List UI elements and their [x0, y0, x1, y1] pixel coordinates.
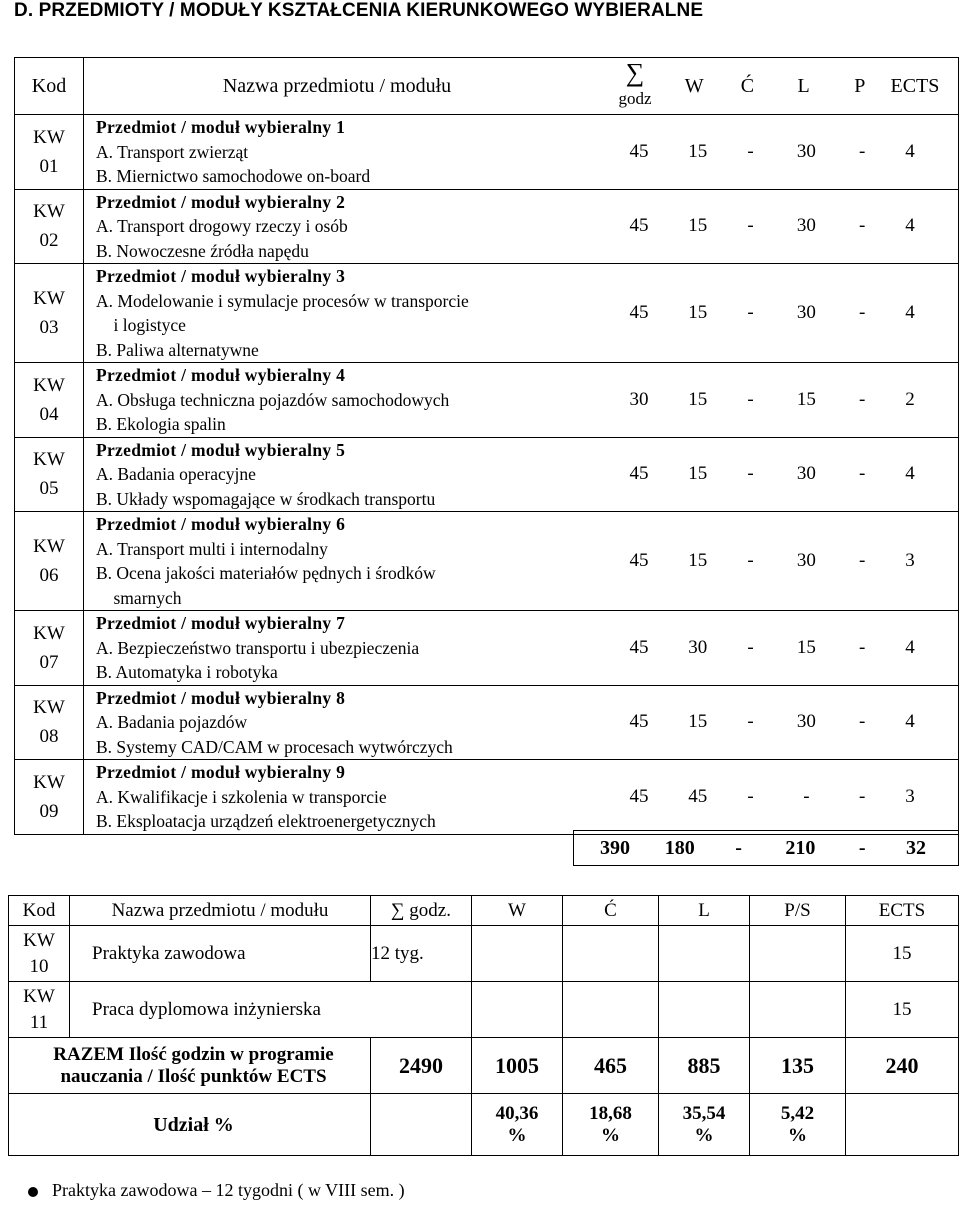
row-c: [563, 926, 659, 982]
table-row: [15, 363, 959, 438]
value-l: 15: [796, 388, 816, 410]
value-ects: 4: [905, 636, 915, 658]
module-option: i logistyce: [96, 315, 186, 335]
udzial-ps: 5,42 %: [750, 1094, 846, 1156]
row-name: [84, 611, 591, 686]
row-code: KW 10: [9, 926, 70, 982]
module-title: Przedmiot / moduł wybieralny 2: [96, 191, 346, 212]
value-godz: 45: [629, 302, 649, 323]
row-name: [84, 512, 591, 611]
value-w: 15: [688, 140, 708, 162]
table-row: [9, 926, 959, 982]
row-code: KW 07: [15, 611, 84, 686]
value-c: -: [747, 140, 754, 162]
row-values: [590, 115, 959, 190]
row-w: [472, 926, 563, 982]
footnote: Praktyka zawodowa – 12 tygodni ( w VIII sem. ): [52, 1180, 405, 1200]
row-values: [590, 611, 959, 686]
module-option: B. Układy wspomagające w środkach transportu: [96, 488, 436, 509]
value-w: 15: [688, 550, 708, 571]
table-row: [15, 611, 959, 686]
header-ects: ECTS: [846, 896, 959, 926]
value-ects: 4: [905, 302, 915, 323]
module-title: Przedmiot / moduł wybieralny 6: [96, 514, 346, 534]
header-nazwa: Nazwa przedmiotu / modułu: [84, 58, 591, 115]
value-w: 15: [688, 711, 708, 733]
value-ects: 2: [905, 388, 915, 410]
total-w: 180: [664, 836, 695, 859]
value-p: -: [859, 302, 866, 323]
table-row: [9, 982, 959, 1038]
row-code: KW 05: [15, 437, 84, 512]
header-l: L: [659, 896, 750, 926]
module-option: B. Eksploatacja urządzeń elektroenergetycznych: [96, 811, 436, 832]
module-title: Przedmiot / moduł wybieralny 3: [96, 266, 346, 286]
module-option: A. Modelowanie i symulacje procesów w transporcie: [96, 290, 469, 311]
module-option: A. Bezpieczeństwo transportu i ubezpieczenia: [96, 637, 420, 658]
razem-godz: 2490: [371, 1038, 472, 1094]
module-title: Przedmiot / moduł wybieralny 4: [96, 365, 346, 385]
row-values: [590, 437, 959, 512]
header-l: L: [797, 74, 810, 97]
udzial-row: [9, 1094, 959, 1156]
total-godz: 390: [600, 836, 630, 859]
table-row: [15, 264, 959, 363]
value-l: 30: [796, 302, 816, 323]
module-option: A. Transport multi i internodalny: [96, 538, 328, 559]
row-code: KW 08: [15, 685, 84, 760]
row-code: KW 02: [15, 189, 84, 264]
table-row: [15, 512, 959, 611]
header-c: Ć: [740, 74, 755, 97]
value-ects: 3: [905, 786, 915, 807]
value-p: -: [859, 388, 866, 410]
razem-c: 465: [563, 1038, 659, 1094]
row-code: KW 09: [15, 760, 84, 835]
row-ps: [750, 982, 846, 1038]
razem-row: [9, 1038, 959, 1094]
value-p: -: [859, 636, 866, 658]
row-ects: 15: [846, 982, 959, 1038]
value-l: 15: [796, 636, 816, 658]
row-name: [84, 363, 591, 438]
module-option: B. Systemy CAD/CAM w procesach wytwórczych: [96, 736, 453, 757]
row-name: [84, 189, 591, 264]
value-c: -: [747, 636, 754, 658]
row-values: [590, 685, 959, 760]
header-w: W: [472, 896, 563, 926]
razem-w: 1005: [472, 1038, 563, 1094]
value-p: -: [859, 463, 866, 485]
summary-header-row: [9, 896, 959, 926]
module-title: Przedmiot / moduł wybieralny 5: [96, 439, 346, 460]
table-row: [15, 189, 959, 264]
row-code: KW 01: [15, 115, 84, 190]
module-option: B. Nowoczesne źródła napędu: [96, 240, 309, 261]
row-name: [84, 437, 591, 512]
udzial-c: 18,68 %: [563, 1094, 659, 1156]
module-option: A. Obsługa techniczna pojazdów samochodowych: [96, 389, 450, 410]
value-godz: 45: [629, 215, 649, 237]
value-ects: 4: [905, 140, 915, 162]
value-c: -: [747, 215, 754, 237]
header-values: [590, 58, 959, 115]
row-ects: 15: [846, 926, 959, 982]
row-name: Praktyka zawodowa: [70, 926, 371, 982]
udzial-w: 40,36 %: [472, 1094, 563, 1156]
header-c: Ć: [563, 896, 659, 926]
row-l: [659, 982, 750, 1038]
value-c: -: [747, 550, 754, 571]
value-godz: 45: [629, 636, 649, 658]
row-name: [84, 685, 591, 760]
value-w: 15: [688, 463, 708, 485]
value-l: 30: [796, 140, 816, 162]
module-option: B. Paliwa alternatywne: [96, 339, 259, 360]
value-godz: 45: [629, 711, 649, 733]
value-p: -: [859, 140, 866, 162]
udzial-godz: [371, 1094, 472, 1156]
value-w: 15: [688, 302, 708, 323]
header-ps: P/S: [750, 896, 846, 926]
value-c: -: [747, 302, 754, 323]
row-code: KW 06: [15, 512, 84, 611]
value-l: 30: [796, 711, 816, 733]
value-p: -: [859, 786, 866, 807]
section-heading: D. PRZEDMIOTY / MODUŁY KSZTAŁCENIA KIERUNKOWEGO WYBIERALNE: [14, 0, 704, 21]
value-ects: 4: [905, 711, 915, 733]
value-godz: 45: [629, 786, 649, 807]
value-godz: 30: [629, 388, 649, 410]
module-option: A. Transport zwierząt: [96, 141, 249, 162]
row-code: KW 04: [15, 363, 84, 438]
module-option: A. Badania operacyjne: [96, 464, 256, 484]
value-l: 30: [796, 215, 816, 237]
bullet-icon: [28, 1187, 38, 1197]
row-values: [590, 189, 959, 264]
table-header-row: [15, 58, 959, 115]
module-option: smarnych: [96, 587, 182, 608]
value-l: 30: [796, 463, 816, 485]
row-values: [590, 760, 959, 835]
value-godz: 45: [629, 463, 649, 485]
row-values: [590, 512, 959, 611]
module-title: Przedmiot / moduł wybieralny 7: [96, 613, 346, 633]
value-ects: 4: [905, 463, 915, 485]
total-ects: 32: [905, 836, 926, 859]
module-option: A. Transport drogowy rzeczy i osób: [96, 216, 348, 236]
header-w: W: [684, 74, 704, 97]
row-l: [659, 926, 750, 982]
value-godz: 45: [629, 140, 649, 162]
table-row: [15, 115, 959, 190]
row-code: KW 11: [9, 982, 70, 1038]
value-l: -: [803, 786, 810, 807]
value-p: -: [859, 550, 866, 571]
elective-modules-table: [14, 57, 959, 835]
row-values: [590, 363, 959, 438]
razem-label: RAZEM Ilość godzin w programie nauczania / Ilość punktów ECTS: [9, 1038, 371, 1094]
value-c: -: [747, 388, 754, 410]
row-name: Praca dyplomowa inżynierska: [70, 982, 472, 1038]
total-l: 210: [785, 836, 816, 859]
module-option: A. Badania pojazdów: [96, 712, 248, 732]
module-option: A. Kwalifikacje i szkolenia w transporcie: [96, 786, 387, 807]
value-w: 30: [688, 636, 708, 658]
value-w: 45: [688, 786, 708, 807]
row-name: [84, 264, 591, 363]
header-ects: ECTS: [890, 74, 940, 97]
razem-l: 885: [659, 1038, 750, 1094]
module-option: B. Automatyka i robotyka: [96, 662, 278, 682]
total-p: -: [858, 836, 866, 859]
value-c: -: [747, 786, 754, 807]
udzial-ects: [846, 1094, 959, 1156]
summary-table: [8, 895, 959, 1156]
row-name: [84, 115, 591, 190]
table-row: [15, 437, 959, 512]
header-sum: ∑ godz: [618, 58, 652, 108]
value-p: -: [859, 215, 866, 237]
module-option: B. Miernictwo samochodowe on-board: [96, 166, 371, 186]
value-ects: 3: [905, 550, 915, 571]
header-godz: ∑ godz.: [371, 896, 472, 926]
value-c: -: [747, 711, 754, 733]
module-option: B. Ocena jakości materiałów pędnych i środków: [96, 563, 436, 583]
row-ps: [750, 926, 846, 982]
value-ects: 4: [905, 215, 915, 237]
totals-row: [573, 830, 959, 866]
header-p: P: [854, 74, 866, 97]
table-row: [15, 685, 959, 760]
value-godz: 45: [629, 550, 649, 571]
row-w: [472, 982, 563, 1038]
header-kod: Kod: [15, 58, 84, 115]
row-code: KW 03: [15, 264, 84, 363]
value-w: 15: [688, 215, 708, 237]
value-w: 15: [688, 388, 708, 410]
udzial-l: 35,54 %: [659, 1094, 750, 1156]
header-nazwa: Nazwa przedmiotu / modułu: [70, 896, 371, 926]
header-kod: Kod: [9, 896, 70, 926]
value-p: -: [859, 711, 866, 733]
udzial-label: Udział %: [9, 1094, 371, 1156]
row-name: [84, 760, 591, 835]
row-values: [590, 264, 959, 363]
value-l: 30: [796, 550, 816, 571]
total-c: -: [735, 836, 742, 859]
module-option: B. Ekologia spalin: [96, 414, 226, 434]
table-row: [15, 760, 959, 835]
razem-ects: 240: [846, 1038, 959, 1094]
module-title: Przedmiot / moduł wybieralny 9: [96, 762, 346, 783]
module-title: Przedmiot / moduł wybieralny 1: [96, 117, 346, 137]
row-godz: 12 tyg.: [371, 926, 472, 982]
row-c: [563, 982, 659, 1038]
module-title: Przedmiot / moduł wybieralny 8: [96, 687, 346, 708]
value-c: -: [747, 463, 754, 485]
razem-ps: 135: [750, 1038, 846, 1094]
